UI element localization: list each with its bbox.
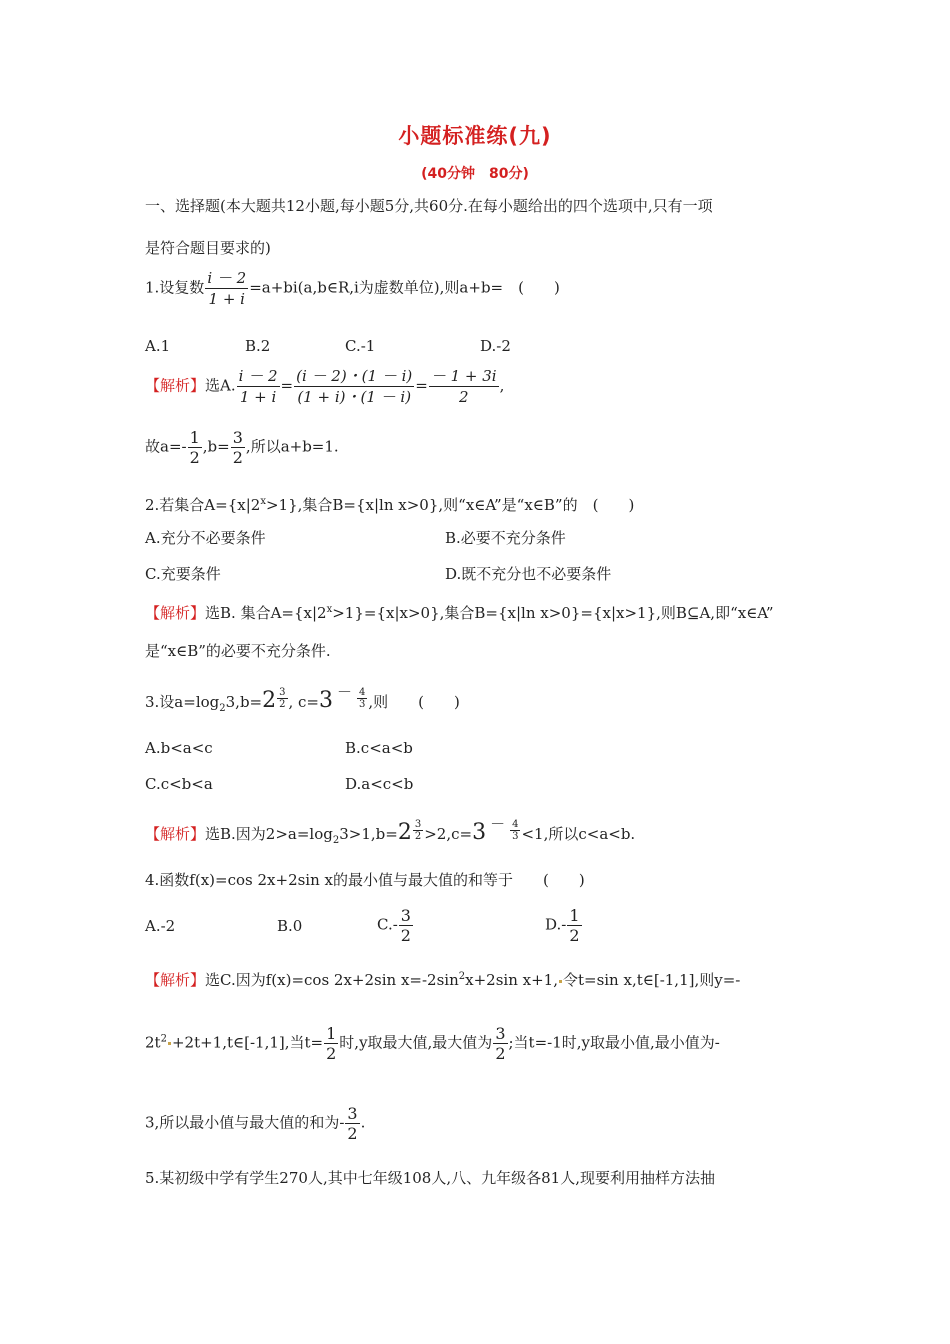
question-1-solution-line2: 故a=- $\frac{1}{2}$ ,b= $\frac{3}{2}$ ,所以a+b=1.	[145, 428, 339, 467]
question-5-stem: 5.某初级中学有学生270人,其中七年级108人,八、九年级各81人,现要利用抽样方法抽	[145, 1169, 715, 1187]
fraction: $\frac{i - 2}{1 + i}$	[207, 269, 247, 308]
question-3-solution: 【解析】选B.因为$2>a=\log_23>1,b=2$ $\frac{3}{2}$ >2,c=3 － $\frac{4}{3}$ <1,所以c<a<b.	[145, 815, 636, 846]
option-a: A.1	[145, 337, 171, 355]
question-4-solution-line2: $2t^2$ +2t+1,t∈[-1,1],当t= $\frac{1}{2}$ 时,y取最大值,最大值为 $\frac{3}{2}$ ;当t=-1时,y取最小值,最小值为-	[145, 1024, 720, 1063]
analysis-tag: 【解析】	[145, 376, 206, 395]
option-a: A.b<a<c	[145, 739, 213, 757]
question-1-stem: 1.设复数 $\frac{i - 2}{1 + i}$ =a+bi(a,b∈R,i为虚数单位),则a+b= ( )	[145, 269, 560, 308]
option-b: B.0	[277, 917, 303, 935]
option-d: D.既不充分也不必要条件	[445, 565, 612, 583]
option-b: B.c<a<b	[345, 739, 413, 757]
option-c: C.c<b<a	[145, 775, 213, 793]
question-2-solution: 【解析】选B. 集合$A=\{x|2^x>1\}=\{x|x>0\}$,集合B={x|ln x>0}={x|x>1},则B⊆A,即“x∈A”	[145, 604, 774, 622]
option-b: B.必要不充分条件	[445, 529, 566, 547]
option-d: D.a<c<b	[345, 775, 414, 793]
question-2-solution-line2: 是“x∈B”的必要不充分条件.	[145, 642, 331, 660]
option-a: A.-2	[145, 917, 176, 935]
option-b: B.2	[245, 337, 271, 355]
question-4-solution-line3: 3,所以最小值与最大值的和为- $\frac{3}{2}$ .	[145, 1104, 366, 1143]
page-subtitle: (40分钟 80分)	[421, 166, 529, 182]
question-3-stem: 3.设$a=\log_23,b=2$ $\frac{3}{2}$ , c=3 － $\frac{4}{3}$ ,则 ( )	[145, 683, 460, 714]
section-intro-line2: 是符合题目要求的)	[145, 239, 271, 257]
analysis-tag: 【解析】	[145, 971, 206, 989]
option-c: C.充要条件	[145, 565, 221, 583]
question-4-solution: 【解析】选C.因为f(x)=cos 2x+2sin $x=-2\sin^2x+2\sin$ x+1, 令t=sin x,t∈[-1,1],则y=-	[145, 971, 741, 989]
option-a: A.充分不必要条件	[145, 529, 266, 547]
option-d: D.-2	[480, 337, 511, 355]
option-d: D.- $\frac{1}{2}$	[545, 906, 580, 945]
question-1-solution: 【解析】选A. $\frac{i - 2}{1 + i}$ = $\frac{(i - 2)・(1 - i)}{(1 + i)・(1 - i)}$ = $\frac{- 1 + 3i}{2}$ ,	[145, 367, 505, 406]
page-title: 小题标准练(九)	[398, 124, 552, 148]
option-c: C.-1	[345, 337, 376, 355]
option-c: C.- $\frac{3}{2}$	[377, 906, 411, 945]
section-intro-line1: 一、选择题(本大题共12小题,每小题5分,共60分.在每小题给出的四个选项中,只有一项	[145, 197, 713, 215]
question-4-stem: 4.函数f(x)=cos 2x+2sin x的最小值与最大值的和等于 ( )	[145, 871, 585, 889]
analysis-tag: 【解析】	[145, 825, 206, 843]
question-2-stem: 2.若集合$A=\{x|2^x>1\}$,集合B={x|ln x>0},则“x∈A”是“x∈B”的 ( )	[145, 496, 635, 514]
analysis-tag: 【解析】	[145, 604, 206, 622]
